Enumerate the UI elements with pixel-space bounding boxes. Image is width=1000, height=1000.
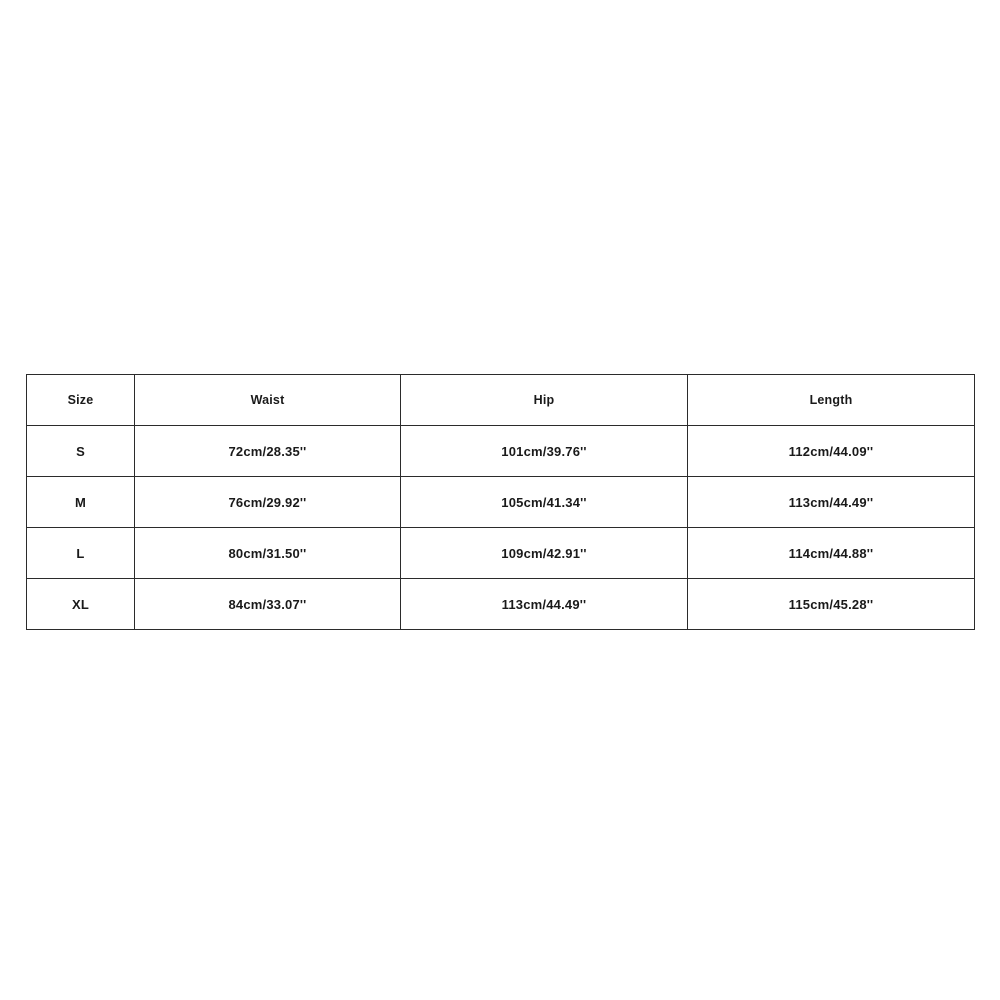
cell-length: 113cm/44.49'' <box>688 477 975 528</box>
column-header-size: Size <box>27 375 135 426</box>
cell-size: S <box>27 426 135 477</box>
cell-length: 114cm/44.88'' <box>688 528 975 579</box>
table-header-row <box>27 375 975 426</box>
cell-hip: 113cm/44.49'' <box>401 579 688 630</box>
cell-size: XL <box>27 579 135 630</box>
cell-waist: 80cm/31.50'' <box>135 528 401 579</box>
column-header-hip: Hip <box>401 375 688 426</box>
cell-hip: 109cm/42.91'' <box>401 528 688 579</box>
column-header-length: Length <box>688 375 975 426</box>
cell-size: M <box>27 477 135 528</box>
table-row <box>27 528 975 579</box>
size-chart <box>26 374 974 630</box>
table-header <box>27 375 975 426</box>
size-chart-table <box>26 374 975 630</box>
cell-hip: 101cm/39.76'' <box>401 426 688 477</box>
table-body <box>27 426 975 630</box>
cell-size: L <box>27 528 135 579</box>
table-row <box>27 579 975 630</box>
cell-waist: 76cm/29.92'' <box>135 477 401 528</box>
cell-length: 112cm/44.09'' <box>688 426 975 477</box>
cell-hip: 105cm/41.34'' <box>401 477 688 528</box>
cell-waist: 84cm/33.07'' <box>135 579 401 630</box>
table-row <box>27 426 975 477</box>
cell-length: 115cm/45.28'' <box>688 579 975 630</box>
column-header-waist: Waist <box>135 375 401 426</box>
cell-waist: 72cm/28.35'' <box>135 426 401 477</box>
table-row <box>27 477 975 528</box>
